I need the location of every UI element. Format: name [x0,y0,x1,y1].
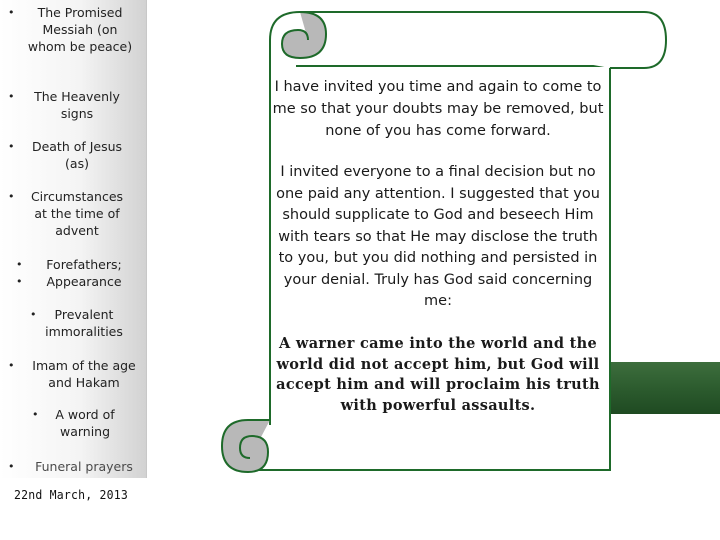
scroll-quote: A warner came into the world and the world did not accept him, but God will accept him and will proclaim his truth with powerful assaults. [276,335,600,414]
bullet-icon: • [30,308,37,321]
scroll-paragraph-2: I invited everyone to a final decision but no one paid any attention. I suggested that you should supplicate to God and beseech Him with tears so that He may disclose the truth to you, but you did nothing and persisted in your denial. Truly has God said concerning me: [276,164,600,309]
bullet-icon: • [8,6,15,19]
scroll-bottom-curl-icon [222,420,270,472]
bullet-icon: • [16,258,23,271]
bullet-icon: • [8,140,15,153]
sidebar-item-label: Imam of the age and Hakam [32,358,136,390]
bullet-icon: • [8,359,15,372]
bullet-icon: • [8,460,15,473]
sidebar-item-label: The Heavenly signs [34,89,120,121]
sidebar-item-label: Funeral prayers [35,459,133,474]
scroll-top-roll [300,12,666,68]
sidebar-item-label: Circumstances at the time of advent [30,189,124,238]
bullet-icon: • [8,190,15,203]
bullet-icon: • [8,90,15,103]
scroll-top-curl-icon [282,12,326,58]
date-label: 22nd March, 2013 [14,487,128,503]
sidebar-item-label: Forefathers; Appearance [46,257,122,289]
sidebar-item-label: The Promised Messiah (on whom be peace) [27,5,133,54]
sidebar-item-label: Death of Jesus (as) [31,139,123,171]
scroll-paragraph-1: I have invited you time and again to come to me so that your doubts may be removed, but none of you has come forward. [272,79,604,139]
sidebar-item-label: Prevalent immoralities [45,307,123,339]
bullet-icon: • [32,408,39,421]
sidebar-item-label: A word of warning [55,407,115,439]
bullet-icon: • [16,275,23,288]
